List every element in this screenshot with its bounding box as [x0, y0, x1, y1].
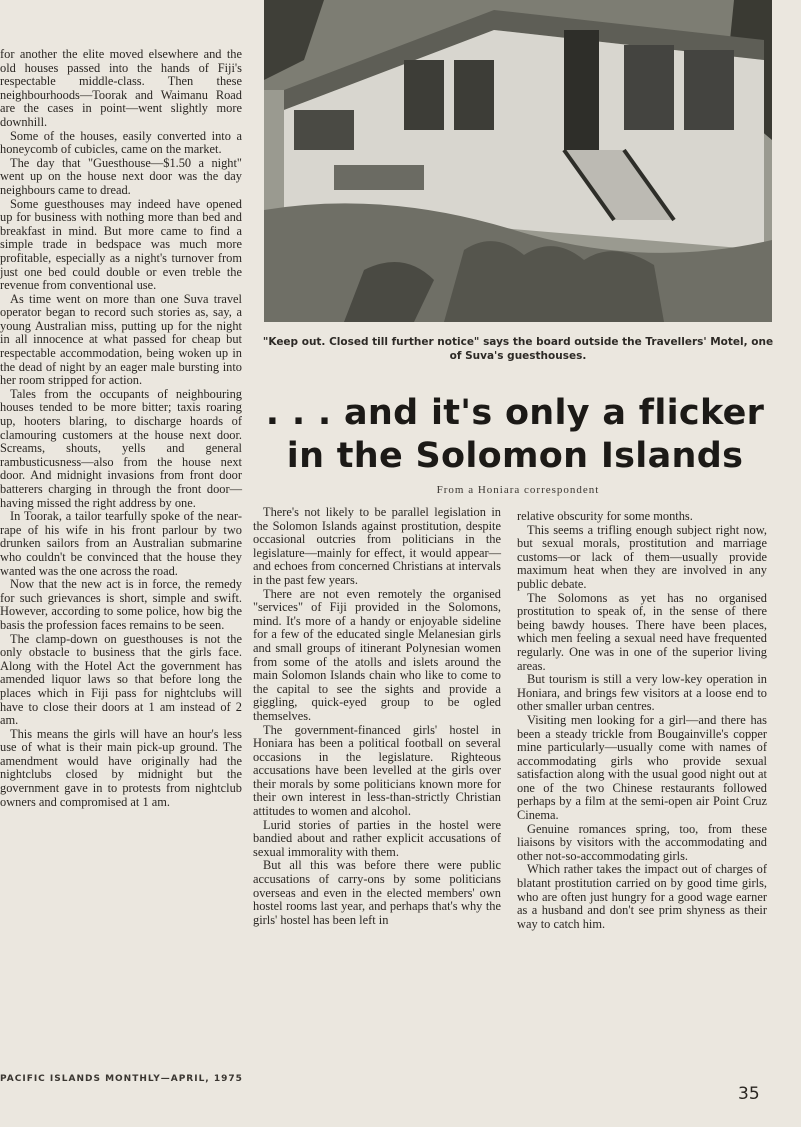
- paragraph: Genuine romances spring, too, from these liaisons by visitors with the accommodating and other not-so-accommodating girls.: [517, 821, 767, 863]
- photo-illustration: [264, 0, 772, 322]
- paragraph: But all this was before there were public accusations of carry-ons by some politicians overseas and even in the elected members' own hostel rooms last year, and perhaps that's why the girls' hostel has been left in: [253, 858, 501, 927]
- byline: From a Honiara correspondent: [436, 484, 600, 496]
- paragraph: This seems a trifling enough subject right now, but sexual morals, prostitution and marriage customs—or lack of them—usually provide maximum heat when they are involved in any public debate.: [517, 522, 767, 591]
- headline-line-1: . . . and it's only a flicker: [265, 393, 765, 433]
- paragraph: relative obscurity for some months.: [517, 509, 693, 523]
- article-middle-column: [253, 506, 501, 927]
- paragraph: Lurid stories of parties in the hostel were bandied about and rather explicit accusations of sexual immorality with them.: [253, 817, 501, 859]
- article-right-column: [517, 510, 767, 931]
- paragraph: Some guesthouses may indeed have opened up for business with nothing more than bed and breakfast in mind. But more came to find a simple trade in bedspace was much more profitable, especially as a night's turnover from just one bed could double or even treble the revenue from conventional use.: [0, 196, 242, 293]
- photo-caption: "Keep out. Closed till further notice" says the board outside the Travellers' Motel, one of Suva's guesthouses.: [262, 336, 774, 362]
- paragraph: As time went on more than one Suva travel operator began to record such stories as, say, a young Australian miss, putting up for the night in all innocence at what passed for cheap but respectable accommodation, being woken up in the dead of night by an eager male bursting into her room stripped for action.: [0, 291, 242, 388]
- page-number: 35: [738, 1084, 760, 1104]
- paragraph: There are not even remotely the organised "services" of Fiji provided in the Solomons, mind. It's more of a handy or enjoyable sideline for a few of the educated single Melanesian girls and small groups of itinerant Polynesian women from some of the atolls and islets around the main Solomon Islands chain who like to come to the capital to see the sights and provide a giggling, quick-eyed group to be ogled themselves.: [253, 586, 501, 723]
- paragraph: The clamp-down on guesthouses is not the only obstacle to business that the girls face. Along with the Hotel Act the government has amended liquor laws so that before long the places which in Fiji pass for nightclubs will have to close their doors at 1 am instead of 2 am.: [0, 631, 242, 728]
- paragraph: The government-financed girls' hostel in Honiara has been a political football on several occasions in the legislature. Righteous accusations have been levelled at the girls over their morals by some politicians known more for their own interest in less-than-strictly Christian attitudes to women and alcohol.: [253, 722, 501, 819]
- article-left-column: [0, 48, 242, 809]
- headline-line-2: in the Solomon Islands: [286, 436, 744, 476]
- paragraph: The Solomons as yet has no organised prostitution to speak of, in the sense of there being bawdy houses. There have been places, which men feeling a sexual need have frequented regularly. One was in one of the superior living areas.: [517, 590, 767, 673]
- headline: [250, 392, 780, 478]
- paragraph: Tales from the occupants of neighbouring houses tended to be more bitter; taxis roaring up, hooters blaring, to discharge hoards of clamouring customers at the house next door. Screams, shouts, yells and general rambusticusness—also from the house next door. And midnight invasions from front door batterers charging in through the front door—having missed the right address by one.: [0, 386, 242, 510]
- magazine-footer: PACIFIC ISLANDS MONTHLY—APRIL, 1975: [0, 1074, 243, 1084]
- paragraph: The day that "Guesthouse—$1.50 a night" went up on the house next door was the day neighbours came to dread.: [0, 155, 242, 197]
- guesthouse-photo: [264, 0, 772, 322]
- paragraph: for another the elite moved elsewhere and the old houses passed into the hands of Fiji's respectable middle-class. Then these neighbourhoods—Toorak and Waimanu Road are the cases in point—went slightly more downhill.: [0, 47, 242, 129]
- paragraph: Which rather takes the impact out of charges of blatant prostitution carried on by good time girls, who are often just hungry for a good wage earner as a husband and don't see prim shyness as their way to catch him.: [517, 862, 767, 931]
- paragraph: In Toorak, a tailor tearfully spoke of the near-rape of his wife in his front parlour by two drunken sailors from an Australian submarine who couldn't be convinced that the house they wanted was the one across the road.: [0, 509, 242, 578]
- paragraph: Visiting men looking for a girl—and there has been a steady trickle from Bougainville's copper mine particularly—usually come with names of accommodating girls who provide sexual satisfaction along with the usual good night out at one of the two Chinese restaurants followed perhaps by a film at the semi-open air Point Cruz Cinema.: [517, 712, 767, 823]
- paragraph: This means the girls will have an hour's less use of what is their main pick-up ground. The amendment would have originally had the nightclubs closed by midnight but the government gave in to protests from nightclub owners and compromised at 1 am.: [0, 726, 242, 809]
- paragraph: Some of the houses, easily converted into a honeycomb of cubicles, came on the market.: [0, 128, 242, 157]
- paragraph: Now that the new act is in force, the remedy for such grievances is short, simple and swift. However, according to some police, how big the basis the profession faces remains to be seen.: [0, 577, 242, 632]
- paragraph: There's not likely to be parallel legislation in the Solomon Islands against prostitution, despite occasional outcries from politicians in the legislature—mainly for effect, it would appear—and echoes from concerned Christians at intervals in the past few years.: [253, 505, 501, 587]
- paragraph: But tourism is still a very low-key operation in Honiara, and brings few visitors at a loose end to other smaller urban centres.: [517, 672, 767, 714]
